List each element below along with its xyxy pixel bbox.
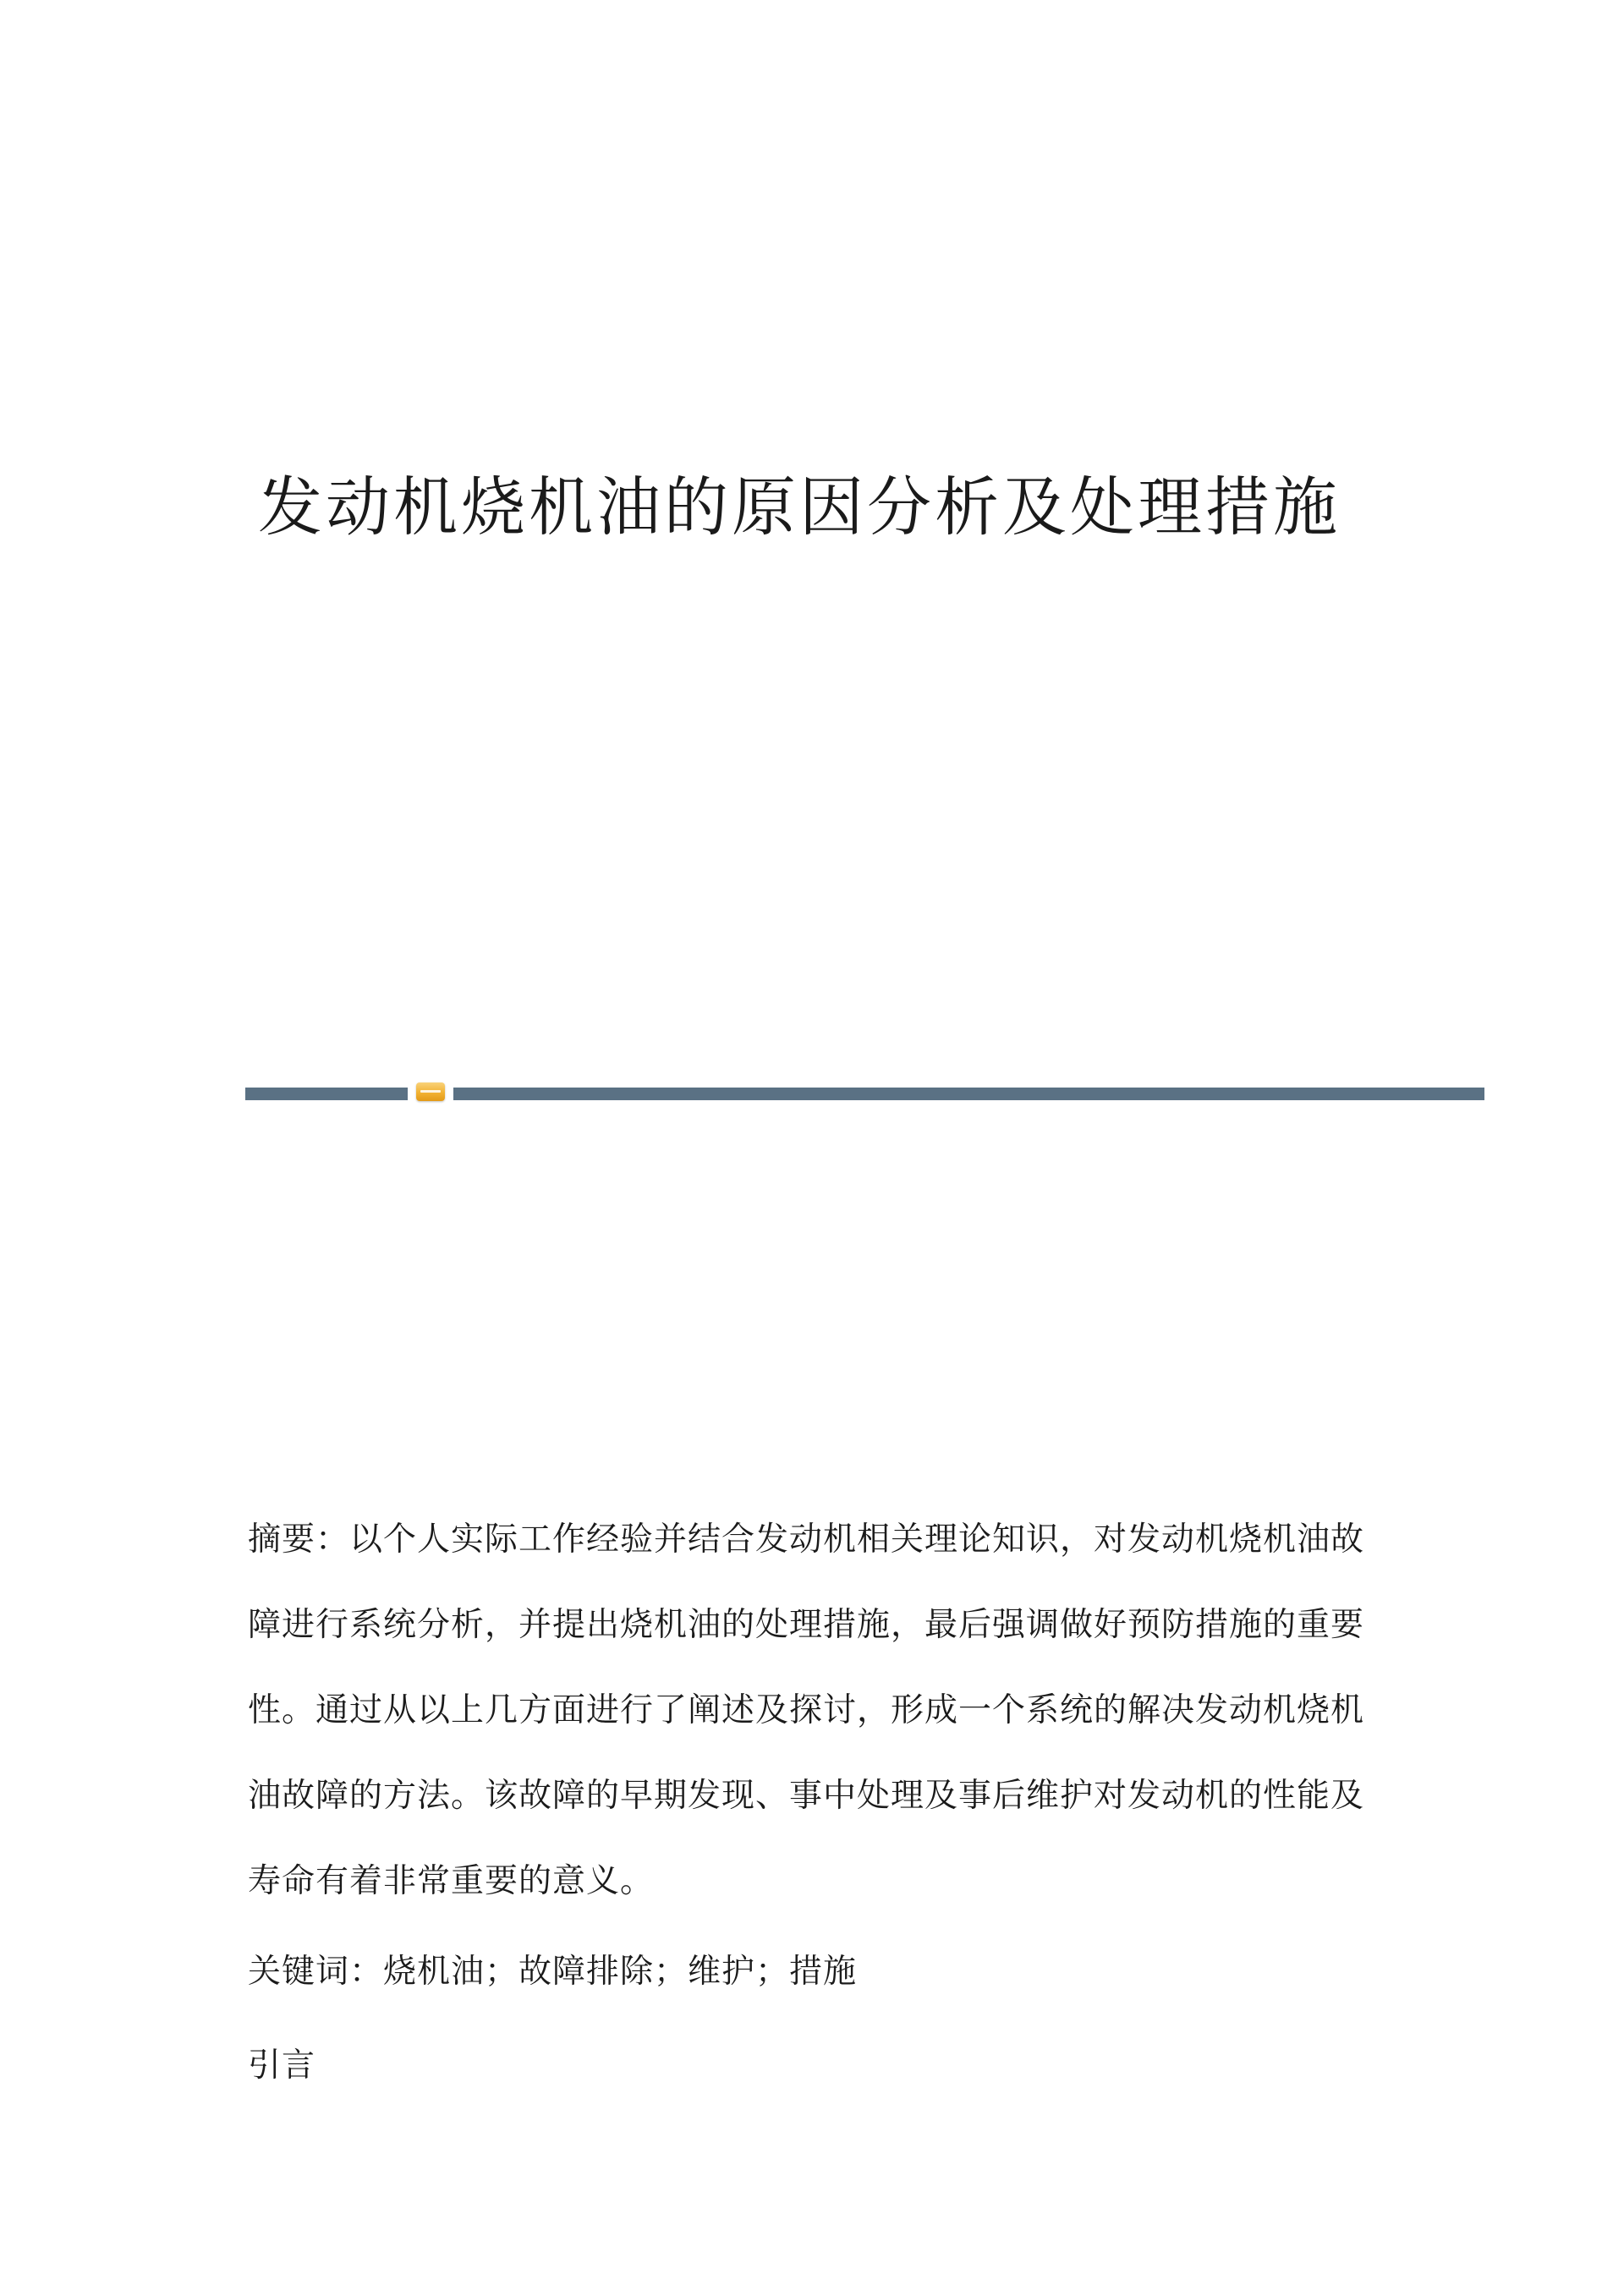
- section-heading-introduction: 引言: [248, 2047, 316, 2085]
- title-divider: [245, 1081, 1484, 1101]
- divider-bar-right: [453, 1088, 1484, 1100]
- keywords-line: 关键词：烧机油；故障排除；维护；措施: [248, 1953, 858, 1991]
- divider-badge-icon: [416, 1082, 445, 1101]
- document-title: 发动机烧机油的原因分析及处理措施: [258, 469, 1341, 545]
- abstract-paragraph: 摘要：以个人实际工作经验并结合发动机相关理论知识，对发动机烧机油故障进行系统分析，并提出烧机油的处理措施，最后强调做好预防措施的重要性。通过从以上几方面进行了阐述及探讨，形成一个系统的解决发动机烧机油故障的方法。该故障的早期发现、事中处理及事后维护对发动机的性能及寿命有着非常重要的意义。: [248, 1521, 1365, 1900]
- document-body: [248, 1497, 1381, 2108]
- divider-bar-left: [245, 1088, 408, 1100]
